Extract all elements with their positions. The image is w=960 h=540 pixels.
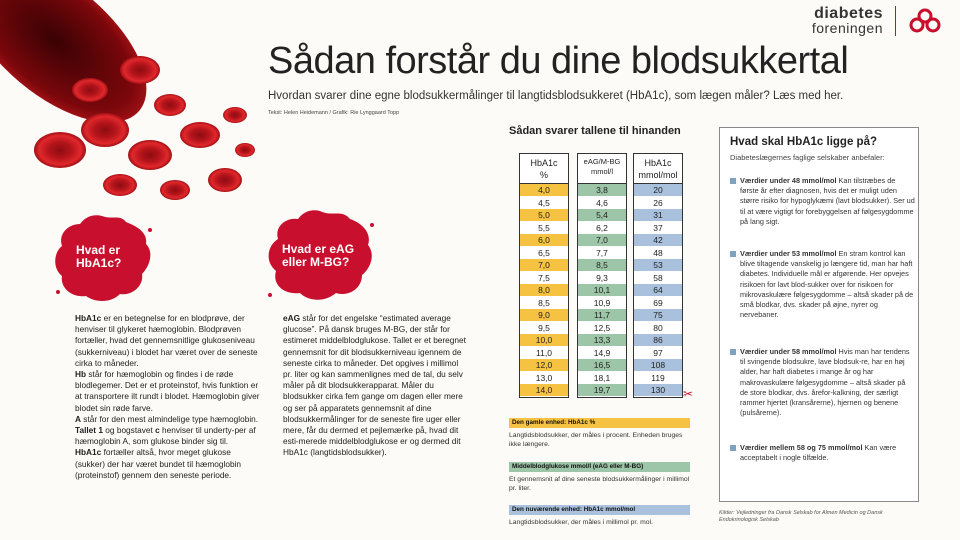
table-cell: 80	[634, 322, 682, 335]
s2-bold: eAG	[283, 313, 301, 323]
section1-heading-line2: HbA1c?	[76, 256, 122, 270]
table-cell: 7,7	[578, 247, 626, 260]
box-subtitle: Diabeteslægernes faglige selskaber anbefaler:	[730, 153, 885, 162]
table-cell: 8,5	[520, 297, 568, 310]
logo-divider	[895, 6, 896, 36]
table-cell: 19,7	[578, 384, 626, 397]
box-title: Hvad skal HbA1c ligge på?	[730, 136, 877, 148]
item4-text: Kan være acceptabelt i nogle tilfælde.	[740, 443, 897, 463]
splat-hba1c	[50, 210, 155, 305]
table-cell: 108	[634, 359, 682, 372]
table-cell: 6,5	[520, 247, 568, 260]
table-cell: 119	[634, 372, 682, 385]
s1-p4-text2: henviser til underty-per af hæmoglobin A, som glukose binder sig til.	[75, 425, 256, 447]
s1-p2-bold: Hb	[75, 369, 87, 380]
logo-line-2: foreningen	[811, 20, 883, 36]
s1-para	[75, 313, 260, 369]
table-cell: 11,0	[520, 347, 568, 360]
table-cell: 130	[634, 384, 682, 397]
table-col-hba1c-mmol	[633, 153, 683, 398]
table-cell: 14,0	[520, 384, 568, 397]
table-cell: 9,5	[520, 322, 568, 335]
scissors-icon: ✂	[683, 387, 694, 401]
table-cell: 42	[634, 234, 682, 247]
table-title: Sådan svarer tallene til hinanden	[509, 125, 681, 137]
s1-p5-bold: HbA1c	[75, 447, 102, 458]
s2-text: står for det engelske “estimated average glucose”. På dansk bruges M-BG, der står for estimeret middelblodglukose. Tallet er et beregnet gennemsnit for dit blodsukkerniveau igennem de seneste cirka to måneder. Det opgives i millimol pr. liter og kan sammenlignes med de tal, du selv måler på dit blodsukkerapparat. Måler du blodsukker cirka fem gange om dagen eller mere og ser på apparatets gennemsnit af dine blodsukkermålinger for de seneste fire uger eller mere, får du dermed et pejlemærke på, hvad dit esti-merede middelblodglukose er og dermed dit HbA1c (langtidsblodsukker).	[283, 313, 466, 458]
table-cell: 7,0	[578, 234, 626, 247]
item3-bold: Værdier under 58 mmol/mol	[740, 347, 837, 356]
table-cell: 86	[634, 334, 682, 347]
item1-bold: Værdier under 48 mmol/mol	[740, 176, 837, 185]
table-cell: 58	[634, 272, 682, 285]
table-cell: 75	[634, 309, 682, 322]
section1-heading-line1: Hvad er	[76, 243, 121, 257]
col3-header-l2: mmol/mol	[638, 170, 678, 180]
s1-p1-bold: HbA1c	[75, 313, 102, 323]
col2-header	[578, 154, 626, 184]
table-cell: 20	[634, 184, 682, 197]
item4-bold: Værdier mellem 58 og 75 mmol/mol	[740, 443, 863, 452]
col3-header	[634, 154, 682, 184]
table-cell: 9,0	[520, 309, 568, 322]
recommendation-item	[730, 249, 915, 320]
col2-cells	[578, 184, 626, 397]
table-cell: 97	[634, 347, 682, 360]
s2-para	[283, 313, 468, 459]
legend-desc-current-unit: Langtidsblodsukker, der måles i millimol pr. mol.	[509, 519, 653, 526]
table-cell: 4,5	[520, 197, 568, 210]
logo-line-1: diabetes	[814, 5, 883, 22]
blood-cells-illustration	[0, 0, 270, 210]
section2-heading-line2: eller M-BG?	[282, 255, 350, 269]
page-subtitle: Hvordan svarer dine egne blodsukkermålinger til langtidsblodsukkeret (HbA1c), som lægen måler? Læs med her.	[268, 90, 844, 102]
table-cell: 4,6	[578, 197, 626, 210]
recommendation-box	[719, 127, 919, 502]
recommendation-item	[730, 347, 915, 418]
table-cell: 37	[634, 222, 682, 235]
s1-p4-bold: Tallet 1	[75, 425, 103, 436]
credits: Tekst: Helen Heidemann / Grafik: Rie Lynggaard Topp	[268, 110, 400, 116]
section2-heading-line1: Hvad er eAG	[282, 242, 355, 256]
table-cell: 9,3	[578, 272, 626, 285]
table-col-eag	[577, 153, 627, 398]
table-cell: 8,5	[578, 259, 626, 272]
table-cell: 53	[634, 259, 682, 272]
s1-p3-text: står for den mest almindelige type hæmoglobin.	[81, 413, 259, 424]
table-cell: 48	[634, 247, 682, 260]
table-cell: 26	[634, 197, 682, 210]
table-cell: 5,4	[578, 209, 626, 222]
table-cell: 11,7	[578, 309, 626, 322]
diabetesforeningen-logo	[812, 6, 942, 36]
table-cell: 16,5	[578, 359, 626, 372]
col1-header-l2: %	[539, 170, 548, 180]
item1-text: Kan tilstræbes de første år efter diagnosen, hvis det er muligt uden større risiko for hypoglykæmi (lavt blodsukker). Ser ud til at være vigtigt for forebyggelsen af følgesygdomme på lang sigt.	[740, 176, 915, 226]
table-cell: 6,2	[578, 222, 626, 235]
table-cell: 12,5	[578, 322, 626, 335]
col1-cells	[520, 184, 568, 397]
table-cell: 6,0	[520, 234, 568, 247]
section2-text	[283, 313, 468, 459]
bullet-square-icon	[730, 178, 736, 184]
table-cell: 31	[634, 209, 682, 222]
logo-drops-icon	[908, 8, 942, 34]
s1-para	[75, 414, 260, 425]
table-cell: 10,0	[520, 334, 568, 347]
bullet-square-icon	[730, 349, 736, 355]
s1-para	[75, 425, 260, 447]
col2-header-l1: eAG/M-BG	[583, 157, 621, 166]
recommendation-item	[730, 176, 915, 227]
table-cell: 10,9	[578, 297, 626, 310]
table-cell: 64	[634, 284, 682, 297]
splat-eag	[262, 205, 377, 305]
s1-p2-text: står for hæmoglobin og findes i de røde blodlegemer. Det er et proteinstof, hvis funktion er at transportere ilt rundt i blodet. Hæmoglobin giver blodet sin røde farve.	[75, 369, 260, 413]
table-cell: 69	[634, 297, 682, 310]
col1-header	[520, 154, 568, 184]
table-col-hba1c-percent	[519, 153, 569, 398]
legend-bar-eag: Middelblodglukose mmol/l (eAG eller M-BG)	[509, 462, 690, 472]
legend-desc-eag: Et gennemsnit af dine seneste blodsukkermålinger i millimol pr. liter.	[509, 476, 690, 492]
s1-p3-bold: A	[75, 413, 81, 424]
bullet-square-icon	[730, 445, 736, 451]
section1-text	[75, 313, 260, 481]
recommendation-item	[730, 443, 915, 463]
table-cell: 4,0	[520, 184, 568, 197]
table-cell: 7,0	[520, 259, 568, 272]
table-cell: 18,1	[578, 372, 626, 385]
item2-text: En stram kontrol kan blive tiltagende vanskelig jo længere tid, man har haft diabetes. Individuelle mål er afgørende. Her opvejes risikoen for lavt blod-sukker over for risikoen for mikrovaskulære følgesygdomme – altså skader på de små blodkar, dvs. skader på øjne, nyrer og nervebaner.	[740, 249, 914, 320]
table-cell: 10,1	[578, 284, 626, 297]
col2-header-l2: mmol/l	[590, 167, 614, 176]
table-cell: 3,8	[578, 184, 626, 197]
s1-p4-bold2: c	[155, 425, 160, 436]
col1-header-l1: HbA1c	[530, 158, 558, 168]
col3-cells	[634, 184, 682, 397]
page-title: Sådan forstår du dine blodsukkertal	[268, 40, 849, 82]
s1-p1-text: er en betegnelse for en blodprøve, der henviser til glykeret hæmoglobin. Blodprøven fortæller, hvad det gennemsnitlige glukoseniveau (sukkerniveau) i blodet har været over de seneste cirka to måneder.	[75, 313, 258, 368]
logo-text	[812, 7, 883, 35]
s1-p4-text: og bogstavet	[102, 425, 156, 436]
table-cell: 5,5	[520, 222, 568, 235]
col3-header-l1: HbA1c	[644, 158, 672, 168]
s1-para	[75, 447, 260, 481]
item2-bold: Værdier under 53 mmol/mol	[740, 249, 837, 258]
bullet-square-icon	[730, 251, 736, 257]
table-cell: 12,0	[520, 359, 568, 372]
legend-desc-old-unit: Langtidsblodsukker, der måles i procent. Enheden bruges ikke længere.	[509, 432, 683, 448]
table-cell: 5,0	[520, 209, 568, 222]
s1-para	[75, 369, 260, 414]
table-cell: 14,9	[578, 347, 626, 360]
table-cell: 13,0	[520, 372, 568, 385]
legend-bar-current-unit: Den nuværende enhed: HbA1c mmol/mol	[509, 505, 690, 515]
table-cell: 7,5	[520, 272, 568, 285]
legend-bar-old-unit: Den gamle enhed: HbA1c %	[509, 418, 690, 428]
sources: Kilder: Vejledninger fra Dansk Selskab for Almen Medicin og Dansk Endokrinologisk Selskab	[719, 510, 883, 523]
s1-p5-text: fortæller altså, hvor meget glukose (sukker) der har været bundet til hæmoglobin (proteinstof) gennem den seneste periode.	[75, 447, 242, 480]
table-cell: 13,3	[578, 334, 626, 347]
item3-text: Hvis man har tendens til svingende blodsukre, lave blodsuk-re, har en høj alder, har haft diabetes i mange år og har makrovaskulære følgesygdomme – altså skader på de store blodkar, dvs. årefor-kalkning, der særligt rammer hjertet (kransårerne), hjernen og benene (pulsårerne).	[740, 347, 910, 418]
table-cell: 8,0	[520, 284, 568, 297]
